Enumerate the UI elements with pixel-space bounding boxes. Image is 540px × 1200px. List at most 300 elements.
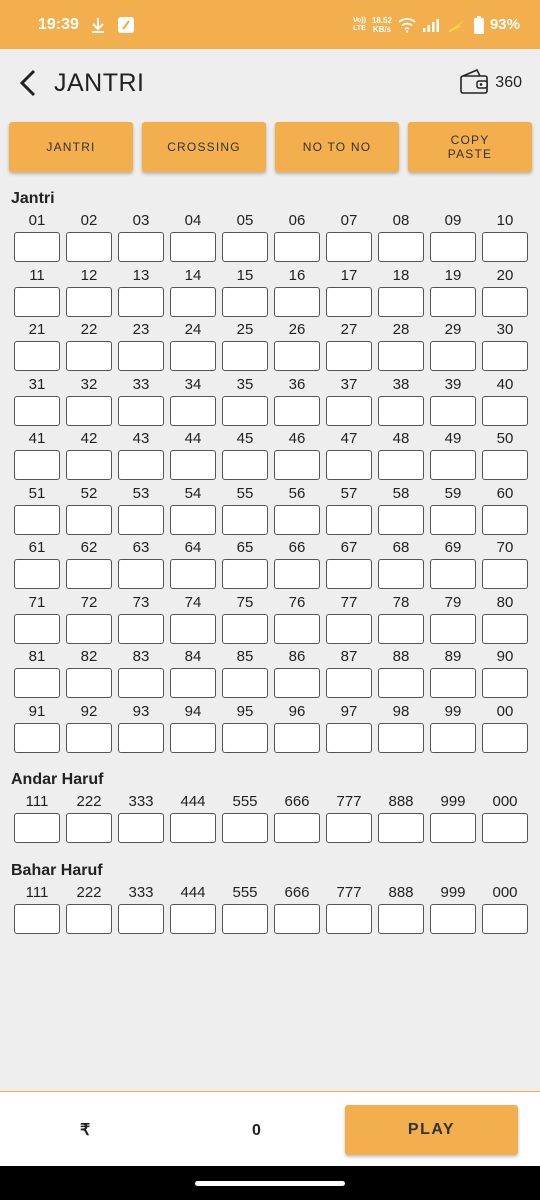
jantri-amount-input[interactable]: [326, 668, 372, 698]
jantri-amount-input[interactable]: [430, 668, 476, 698]
jantri-amount-input[interactable]: [430, 232, 476, 262]
bahar-haruf-amount-input[interactable]: [66, 904, 112, 934]
jantri-amount-input[interactable]: [482, 287, 528, 317]
jantri-number-label: 12: [80, 266, 98, 284]
jantri-cell: [63, 701, 115, 756]
jantri-cell: [63, 537, 115, 592]
tab-crossing[interactable]: CROSSING: [142, 122, 266, 172]
bahar-haruf-cell: [219, 882, 271, 937]
jantri-amount-input[interactable]: [118, 232, 164, 262]
game-type-tabs: [9, 122, 532, 172]
jantri-amount-input[interactable]: [326, 505, 372, 535]
jantri-amount-input[interactable]: [482, 668, 528, 698]
andar-haruf-amount-input[interactable]: [222, 813, 268, 843]
bahar-haruf-number-label: 111: [25, 883, 49, 901]
jantri-amount-input[interactable]: [378, 614, 424, 644]
bahar-haruf-number-label: 222: [76, 883, 102, 901]
jantri-cell: [11, 428, 63, 483]
jantri-cell: [11, 592, 63, 647]
jantri-amount-input[interactable]: [482, 341, 528, 371]
andar-haruf-amount-input[interactable]: [378, 813, 424, 843]
wifi-icon: [398, 17, 416, 33]
jantri-cell: [323, 265, 375, 320]
page-title: JANTRI: [54, 68, 145, 97]
jantri-amount-input[interactable]: [378, 505, 424, 535]
jantri-amount-input[interactable]: [66, 723, 112, 753]
bahar-haruf-amount-input[interactable]: [430, 904, 476, 934]
total-amount: 0: [252, 1122, 261, 1139]
jantri-amount-input[interactable]: [14, 396, 60, 426]
jantri-amount-input[interactable]: [14, 505, 60, 535]
jantri-cell: [115, 646, 167, 701]
jantri-amount-input[interactable]: [222, 668, 268, 698]
andar-haruf-number-label: 444: [180, 793, 206, 810]
jantri-cell: [323, 537, 375, 592]
bahar-haruf-cell: [167, 882, 219, 937]
jantri-cell: [63, 592, 115, 647]
jantri-number-label: 72: [80, 593, 98, 611]
jantri-number-label: 88: [392, 648, 410, 665]
jantri-amount-input[interactable]: [222, 505, 268, 535]
bahar-haruf-amount-input[interactable]: [222, 904, 268, 934]
jantri-cell: [115, 592, 167, 647]
jantri-cell: [479, 265, 531, 320]
jantri-number-label: 85: [236, 648, 254, 665]
jantri-amount-input[interactable]: [482, 505, 528, 535]
jantri-number-label: 47: [340, 430, 358, 447]
tab-jantri[interactable]: JANTRI: [9, 122, 133, 172]
jantri-amount-input[interactable]: [378, 559, 424, 589]
app-notification-icon: [117, 16, 135, 34]
jantri-amount-input[interactable]: [118, 559, 164, 589]
jantri-cell: [271, 374, 323, 429]
volte-top: Vo)): [352, 16, 366, 24]
jantri-number-label: 02: [80, 212, 98, 229]
jantri-amount-input[interactable]: [326, 396, 372, 426]
jantri-number-label: 20: [496, 266, 514, 284]
jantri-cell: [115, 537, 167, 592]
jantri-amount-input[interactable]: [118, 668, 164, 698]
jantri-cell: [271, 265, 323, 320]
jantri-cell: [63, 646, 115, 701]
jantri-amount-input[interactable]: [430, 341, 476, 371]
jantri-cell: [167, 483, 219, 538]
jantri-cell: [11, 483, 63, 538]
jantri-amount-input[interactable]: [326, 341, 372, 371]
jantri-cell: [375, 428, 427, 483]
jantri-cell: [63, 210, 115, 265]
jantri-cell: [479, 701, 531, 756]
jantri-amount-input[interactable]: [170, 232, 216, 262]
back-button[interactable]: [18, 68, 40, 98]
download-icon: [89, 16, 107, 34]
bahar-haruf-cell: [271, 882, 323, 937]
jantri-number-label: 50: [496, 430, 514, 447]
bahar-haruf-amount-input[interactable]: [14, 904, 60, 934]
andar-haruf-amount-input[interactable]: [118, 813, 164, 843]
bahar-haruf-number-label: 666: [284, 883, 310, 901]
jantri-amount-input[interactable]: [326, 614, 372, 644]
jantri-cell: [323, 319, 375, 374]
jantri-number-label: 25: [236, 321, 254, 338]
jantri-amount-input[interactable]: [274, 559, 320, 589]
jantri-number-label: 94: [184, 702, 202, 720]
jantri-number-label: 62: [80, 539, 98, 556]
jantri-cell: [479, 428, 531, 483]
jantri-number-label: 91: [28, 702, 46, 720]
jantri-amount-input[interactable]: [326, 232, 372, 262]
jantri-number-label: 71: [28, 593, 46, 611]
jantri-cell: [167, 265, 219, 320]
bahar-haruf-amount-input[interactable]: [378, 904, 424, 934]
jantri-amount-input[interactable]: [14, 668, 60, 698]
jantri-number-label: 84: [184, 648, 202, 665]
jantri-amount-input[interactable]: [430, 287, 476, 317]
jantri-amount-input[interactable]: [326, 450, 372, 480]
jantri-amount-input[interactable]: [170, 614, 216, 644]
jantri-amount-input[interactable]: [170, 505, 216, 535]
bahar-haruf-cell: [63, 882, 115, 937]
andar-haruf-amount-input[interactable]: [326, 813, 372, 843]
bahar-haruf-amount-input[interactable]: [326, 904, 372, 934]
andar-haruf-amount-input[interactable]: [14, 813, 60, 843]
jantri-amount-input[interactable]: [66, 341, 112, 371]
jantri-amount-input[interactable]: [14, 614, 60, 644]
jantri-amount-input[interactable]: [274, 668, 320, 698]
jantri-amount-input[interactable]: [14, 232, 60, 262]
jantri-number-label: 49: [444, 430, 462, 447]
andar-haruf-cell: [323, 791, 375, 846]
jantri-number-label: 61: [28, 539, 46, 556]
jantri-cell: [219, 701, 271, 756]
jantri-amount-input[interactable]: [66, 232, 112, 262]
speed-unit: KB/s: [372, 24, 392, 34]
bahar-haruf-amount-input[interactable]: [118, 904, 164, 934]
jantri-amount-input[interactable]: [378, 232, 424, 262]
jantri-amount-input[interactable]: [222, 450, 268, 480]
andar-haruf-amount-input[interactable]: [66, 813, 112, 843]
bahar-haruf-number-label: 444: [180, 883, 206, 901]
jantri-number-label: 17: [340, 266, 358, 284]
jantri-amount-input[interactable]: [222, 287, 268, 317]
jantri-cell: [271, 646, 323, 701]
jantri-amount-input[interactable]: [170, 668, 216, 698]
jantri-amount-input[interactable]: [66, 614, 112, 644]
jantri-amount-input[interactable]: [222, 559, 268, 589]
jantri-number-label: 83: [132, 648, 150, 665]
jantri-amount-input[interactable]: [170, 559, 216, 589]
andar-haruf-amount-input[interactable]: [482, 813, 528, 843]
bahar-haruf-amount-input[interactable]: [482, 904, 528, 934]
jantri-cell: [375, 646, 427, 701]
jantri-amount-input[interactable]: [378, 668, 424, 698]
jantri-cell: [375, 537, 427, 592]
jantri-cell: [219, 592, 271, 647]
andar-haruf-cell: [115, 791, 167, 846]
jantri-cell: [271, 319, 323, 374]
network-speed: [372, 16, 392, 34]
jantri-amount-input[interactable]: [222, 614, 268, 644]
jantri-amount-input[interactable]: [274, 396, 320, 426]
bahar-haruf-cell: [115, 882, 167, 937]
jantri-number-label: 44: [184, 430, 202, 447]
jantri-number-label: 33: [132, 375, 150, 393]
jantri-row: [0, 210, 540, 265]
jantri-cell: [115, 374, 167, 429]
jantri-amount-input[interactable]: [274, 287, 320, 317]
jantri-amount-input[interactable]: [430, 723, 476, 753]
jantri-amount-input[interactable]: [118, 614, 164, 644]
battery-icon: [474, 16, 484, 34]
jantri-number-label: 60: [496, 484, 514, 502]
jantri-amount-input[interactable]: [326, 559, 372, 589]
jantri-cell: [11, 701, 63, 756]
play-button[interactable]: PLAY: [345, 1105, 518, 1155]
bahar-haruf-amount-input[interactable]: [170, 904, 216, 934]
andar-haruf-number-label: 666: [284, 793, 310, 810]
jantri-amount-input[interactable]: [430, 450, 476, 480]
jantri-number-label: 41: [28, 430, 46, 447]
jantri-amount-input[interactable]: [482, 232, 528, 262]
jantri-number-label: 55: [236, 484, 254, 502]
jantri-amount-input[interactable]: [14, 287, 60, 317]
jantri-cell: [115, 428, 167, 483]
bahar-haruf-number-label: 777: [336, 883, 362, 901]
jantri-number-label: 66: [288, 539, 306, 556]
jantri-cell: [219, 483, 271, 538]
jantri-cell: [115, 265, 167, 320]
andar-haruf-cell: [479, 791, 531, 846]
bahar-haruf-cell: [427, 882, 479, 937]
jantri-number-label: 96: [288, 702, 306, 720]
jantri-amount-input[interactable]: [14, 341, 60, 371]
jantri-amount-input[interactable]: [118, 396, 164, 426]
andar-haruf-cell: [271, 791, 323, 846]
jantri-amount-input[interactable]: [170, 287, 216, 317]
jantri-number-label: 46: [288, 430, 306, 447]
jantri-amount-input[interactable]: [170, 396, 216, 426]
jantri-number-label: 08: [392, 212, 410, 229]
jantri-amount-input[interactable]: [118, 450, 164, 480]
andar-haruf-grid: [0, 791, 540, 846]
jantri-cell: [323, 483, 375, 538]
jantri-cell: [271, 537, 323, 592]
jantri-number-label: 69: [444, 539, 462, 556]
jantri-amount-input[interactable]: [378, 723, 424, 753]
andar-haruf-number-label: 000: [492, 793, 518, 810]
rupee-icon: ₹: [80, 1122, 91, 1139]
andar-haruf-amount-input[interactable]: [170, 813, 216, 843]
jantri-amount-input[interactable]: [378, 450, 424, 480]
jantri-number-label: 98: [392, 702, 410, 720]
jantri-cell: [11, 265, 63, 320]
jantri-cell: [479, 374, 531, 429]
jantri-amount-input[interactable]: [430, 505, 476, 535]
status-right: [353, 16, 520, 34]
jantri-cell: [271, 592, 323, 647]
bahar-haruf-cell: [323, 882, 375, 937]
jantri-cell: [219, 319, 271, 374]
bahar-haruf-number-label: 000: [492, 883, 518, 901]
jantri-number-label: 42: [80, 430, 98, 447]
jantri-number-label: 99: [444, 702, 462, 720]
jantri-amount-input[interactable]: [430, 396, 476, 426]
jantri-amount-input[interactable]: [66, 668, 112, 698]
jantri-amount-input[interactable]: [482, 396, 528, 426]
jantri-amount-input[interactable]: [222, 723, 268, 753]
jantri-cell: [479, 210, 531, 265]
andar-haruf-number-label: 111: [25, 793, 49, 810]
jantri-amount-input[interactable]: [326, 287, 372, 317]
jantri-amount-input[interactable]: [118, 723, 164, 753]
jantri-amount-input[interactable]: [482, 450, 528, 480]
jantri-amount-input[interactable]: [14, 559, 60, 589]
jantri-amount-input[interactable]: [482, 614, 528, 644]
jantri-number-label: 37: [340, 375, 358, 393]
jantri-amount-input[interactable]: [274, 505, 320, 535]
jantri-number-label: 19: [444, 266, 462, 284]
volte-bottom: LTE: [353, 24, 366, 32]
jantri-number-label: 56: [288, 484, 306, 502]
bahar-haruf-number-label: 555: [232, 883, 258, 901]
home-gesture-handle[interactable]: [195, 1181, 345, 1186]
speed-value: 18.52: [371, 15, 392, 25]
jantri-cell: [219, 210, 271, 265]
tab-no-to-no[interactable]: NO TO NO: [275, 122, 399, 172]
jantri-cell: [63, 265, 115, 320]
jantri-cell: [115, 210, 167, 265]
jantri-number-label: 77: [340, 593, 358, 611]
jantri-cell: [115, 483, 167, 538]
jantri-amount-input[interactable]: [170, 723, 216, 753]
jantri-amount-input[interactable]: [222, 341, 268, 371]
jantri-number-label: 82: [80, 648, 98, 665]
jantri-amount-input[interactable]: [170, 450, 216, 480]
andar-haruf-cell: [375, 791, 427, 846]
jantri-cell: [167, 210, 219, 265]
jantri-amount-input[interactable]: [66, 505, 112, 535]
jantri-number-label: 31: [28, 375, 46, 393]
jantri-amount-input[interactable]: [118, 287, 164, 317]
bahar-haruf-number-label: 333: [128, 883, 154, 901]
jantri-amount-input[interactable]: [274, 341, 320, 371]
jantri-cell: [115, 319, 167, 374]
jantri-number-label: 11: [29, 266, 45, 284]
jantri-cell: [375, 210, 427, 265]
jantri-amount-input[interactable]: [274, 450, 320, 480]
andar-haruf-amount-input[interactable]: [430, 813, 476, 843]
jantri-cell: [11, 537, 63, 592]
jantri-number-label: 58: [392, 484, 410, 502]
jantri-amount-input[interactable]: [482, 559, 528, 589]
jantri-amount-input[interactable]: [66, 287, 112, 317]
jantri-number-label: 86: [288, 648, 306, 665]
jantri-cell: [167, 646, 219, 701]
jantri-amount-input[interactable]: [222, 232, 268, 262]
jantri-number-label: 78: [392, 593, 410, 611]
jantri-row: [0, 483, 540, 538]
jantri-amount-input[interactable]: [378, 396, 424, 426]
jantri-amount-input[interactable]: [66, 559, 112, 589]
jantri-number-label: 92: [80, 702, 98, 720]
jantri-number-label: 74: [184, 593, 202, 611]
jantri-cell: [115, 701, 167, 756]
jantri-row: [0, 537, 540, 592]
jantri-amount-input[interactable]: [482, 723, 528, 753]
jantri-cell: [167, 319, 219, 374]
jantri-number-label: 30: [496, 321, 514, 338]
jantri-amount-input[interactable]: [66, 396, 112, 426]
jantri-row: [0, 428, 540, 483]
bahar-haruf-number-label: 999: [440, 883, 466, 901]
bahar-haruf-cell: [375, 882, 427, 937]
andar-haruf-row: [0, 791, 540, 846]
andar-haruf-amount-input[interactable]: [274, 813, 320, 843]
jantri-cell: [479, 592, 531, 647]
jantri-amount-input[interactable]: [430, 614, 476, 644]
jantri-amount-input[interactable]: [118, 505, 164, 535]
jantri-amount-input[interactable]: [274, 232, 320, 262]
jantri-number-label: 48: [392, 430, 410, 447]
jantri-number-label: 97: [340, 702, 358, 720]
jantri-amount-input[interactable]: [222, 396, 268, 426]
jantri-amount-input[interactable]: [118, 341, 164, 371]
jantri-number-label: 04: [184, 212, 202, 229]
bahar-haruf-number-label: 888: [388, 883, 414, 901]
jantri-number-label: 10: [496, 212, 514, 229]
wallet-balance[interactable]: [459, 68, 522, 99]
jantri-amount-input[interactable]: [326, 723, 372, 753]
jantri-amount-input[interactable]: [274, 614, 320, 644]
jantri-cell: [63, 428, 115, 483]
jantri-number-label: 18: [392, 266, 410, 284]
jantri-number-label: 09: [444, 212, 462, 229]
signal-icon: [422, 18, 440, 32]
jantri-number-label: 22: [80, 321, 98, 338]
app-header: [0, 49, 540, 117]
jantri-number-label: 70: [496, 539, 514, 556]
jantri-amount-input[interactable]: [378, 287, 424, 317]
battery-level: 93%: [489, 16, 520, 33]
jantri-number-label: 06: [288, 212, 306, 229]
status-time: 19:39: [38, 15, 79, 33]
charging-icon: [446, 17, 468, 33]
jantri-amount-input[interactable]: [14, 723, 60, 753]
jantri-amount-input[interactable]: [430, 559, 476, 589]
jantri-number-label: 29: [444, 321, 462, 338]
wallet-amount: 360: [495, 74, 522, 91]
jantri-number-label: 43: [132, 430, 150, 447]
jantri-amount-input[interactable]: [66, 450, 112, 480]
jantri-cell: [271, 483, 323, 538]
andar-haruf-title: Andar Haruf: [11, 771, 104, 788]
bahar-haruf-amount-input[interactable]: [274, 904, 320, 934]
jantri-cell: [427, 701, 479, 756]
jantri-number-label: 27: [340, 321, 358, 338]
jantri-amount-input[interactable]: [274, 723, 320, 753]
jantri-cell: [427, 646, 479, 701]
tab-copy-paste[interactable]: COPY PASTE: [408, 122, 532, 172]
jantri-number-label: 54: [184, 484, 202, 502]
jantri-amount-input[interactable]: [14, 450, 60, 480]
andar-haruf-cell: [11, 791, 63, 846]
jantri-row: [0, 374, 540, 429]
jantri-amount-input[interactable]: [378, 341, 424, 371]
jantri-cell: [271, 210, 323, 265]
jantri-number-label: 36: [288, 375, 306, 393]
jantri-amount-input[interactable]: [170, 341, 216, 371]
jantri-number-label: 24: [184, 321, 202, 338]
